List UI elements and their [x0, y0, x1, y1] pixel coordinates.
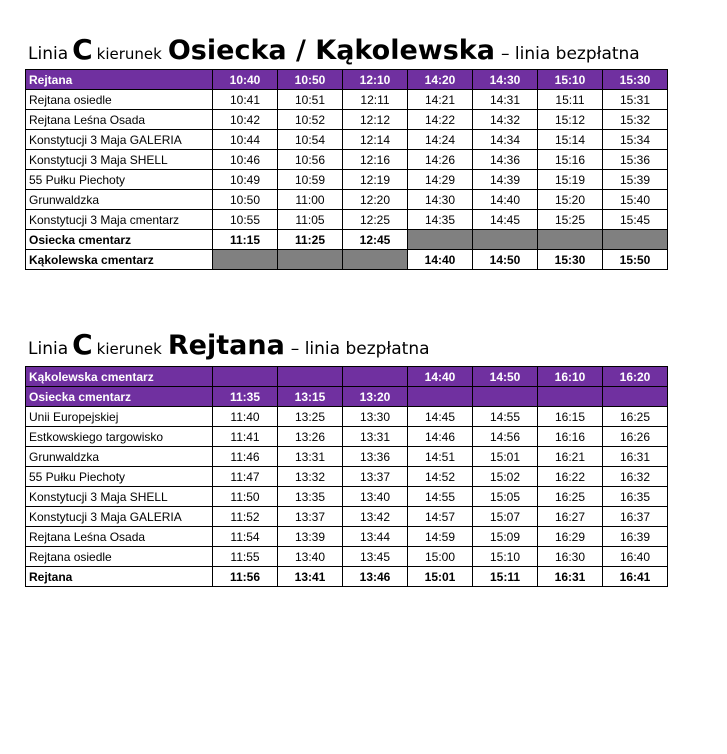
departure-time-cell: 13:42 [343, 507, 408, 527]
destination-name: Osiecka / Kąkolewska [167, 35, 495, 66]
departure-time-cell: 15:02 [473, 467, 538, 487]
departure-time-cell: 14:40 [408, 250, 473, 270]
stop-name-cell: Rejtana [26, 70, 213, 90]
no-service-cell [538, 387, 603, 407]
stop-name-cell: Konstytucji 3 Maja SHELL [26, 487, 213, 507]
departure-time-cell: 14:40 [473, 190, 538, 210]
table-row [26, 447, 668, 467]
free-line-note: – linia bezpłatna [500, 44, 640, 64]
departure-time-cell: 13:30 [343, 407, 408, 427]
table-row [26, 110, 668, 130]
no-service-cell [343, 250, 408, 270]
line-letter: C [72, 328, 93, 361]
departure-time-cell: 13:39 [278, 527, 343, 547]
stop-name-cell: Osiecka cmentarz [26, 230, 213, 250]
departure-time-cell: 15:16 [538, 150, 603, 170]
departure-time-cell: 13:35 [278, 487, 343, 507]
departure-time-cell: 14:40 [408, 367, 473, 387]
departure-time-cell: 14:31 [473, 90, 538, 110]
table-row [26, 170, 668, 190]
no-service-cell [408, 387, 473, 407]
departure-time-cell: 14:55 [408, 487, 473, 507]
departure-time-cell: 14:57 [408, 507, 473, 527]
departure-time-cell: 14:36 [473, 150, 538, 170]
no-service-cell [343, 367, 408, 387]
departure-time-cell: 13:26 [278, 427, 343, 447]
departure-time-cell: 14:55 [473, 407, 538, 427]
no-service-cell [603, 387, 668, 407]
departure-time-cell: 13:37 [278, 507, 343, 527]
departure-time-cell: 14:45 [408, 407, 473, 427]
stop-name-cell: Konstytucji 3 Maja cmentarz [26, 210, 213, 230]
departure-time-cell: 13:31 [343, 427, 408, 447]
departure-time-cell: 11:55 [213, 547, 278, 567]
title-direction-word: kierunek [96, 45, 162, 63]
departure-time-cell: 16:16 [538, 427, 603, 447]
stop-name-cell: Grunwaldzka [26, 447, 213, 467]
departure-time-cell: 14:30 [408, 190, 473, 210]
departure-time-cell: 16:31 [603, 447, 668, 467]
departure-time-cell: 15:10 [538, 70, 603, 90]
stop-name-cell: 55 Pułku Piechoty [26, 170, 213, 190]
departure-time-cell: 16:37 [603, 507, 668, 527]
departure-time-cell: 14:35 [408, 210, 473, 230]
departure-time-cell: 13:41 [278, 567, 343, 587]
departure-time-cell: 15:25 [538, 210, 603, 230]
departure-time-cell: 13:25 [278, 407, 343, 427]
departure-time-cell: 14:20 [408, 70, 473, 90]
departure-time-cell: 14:51 [408, 447, 473, 467]
no-service-cell [213, 250, 278, 270]
departure-time-cell: 11:52 [213, 507, 278, 527]
table-row [26, 467, 668, 487]
departure-time-cell: 16:10 [538, 367, 603, 387]
departure-time-cell: 16:41 [603, 567, 668, 587]
departure-time-cell: 11:47 [213, 467, 278, 487]
departure-time-cell: 16:29 [538, 527, 603, 547]
table-row [26, 190, 668, 210]
departure-time-cell: 16:39 [603, 527, 668, 547]
departure-time-cell: 15:30 [603, 70, 668, 90]
departure-time-cell: 11:35 [213, 387, 278, 407]
departure-time-cell: 15:31 [603, 90, 668, 110]
table-row [26, 387, 668, 407]
departure-time-cell: 11:15 [213, 230, 278, 250]
stop-name-cell: Rejtana Leśna Osada [26, 110, 213, 130]
departure-time-cell: 15:09 [473, 527, 538, 547]
stop-name-cell: Konstytucji 3 Maja GALERIA [26, 507, 213, 527]
departure-time-cell: 14:22 [408, 110, 473, 130]
stop-name-cell: Konstytucji 3 Maja GALERIA [26, 130, 213, 150]
no-service-cell [278, 367, 343, 387]
stop-name-cell: Rejtana Leśna Osada [26, 527, 213, 547]
departure-time-cell: 15:32 [603, 110, 668, 130]
departure-time-cell: 16:31 [538, 567, 603, 587]
no-service-cell [538, 230, 603, 250]
stop-name-cell: Estkowskiego targowisko [26, 427, 213, 447]
departure-time-cell: 14:30 [473, 70, 538, 90]
departure-time-cell: 13:31 [278, 447, 343, 467]
table-row [26, 150, 668, 170]
table-row [26, 547, 668, 567]
departure-time-cell: 12:11 [343, 90, 408, 110]
no-service-cell [473, 387, 538, 407]
departure-time-cell: 11:00 [278, 190, 343, 210]
stop-name-cell: Kąkolewska cmentarz [26, 367, 213, 387]
departure-time-cell: 14:34 [473, 130, 538, 150]
departure-time-cell: 15:05 [473, 487, 538, 507]
departure-time-cell: 14:39 [473, 170, 538, 190]
departure-time-cell: 11:46 [213, 447, 278, 467]
departure-time-cell: 16:27 [538, 507, 603, 527]
departure-time-cell: 12:12 [343, 110, 408, 130]
departure-time-cell: 15:39 [603, 170, 668, 190]
table-row [26, 130, 668, 150]
departure-time-cell: 16:21 [538, 447, 603, 467]
departure-time-cell: 13:37 [343, 467, 408, 487]
departure-time-cell: 16:32 [603, 467, 668, 487]
departure-time-cell: 11:41 [213, 427, 278, 447]
stop-name-cell: Unii Europejskiej [26, 407, 213, 427]
departure-time-cell: 11:54 [213, 527, 278, 547]
departure-time-cell: 16:15 [538, 407, 603, 427]
departure-time-cell: 13:40 [278, 547, 343, 567]
destination-name: Rejtana [167, 330, 285, 361]
departure-time-cell: 13:32 [278, 467, 343, 487]
departure-time-cell: 10:40 [213, 70, 278, 90]
departure-time-cell: 14:45 [473, 210, 538, 230]
departure-time-cell: 10:49 [213, 170, 278, 190]
departure-time-cell: 11:25 [278, 230, 343, 250]
no-service-cell [213, 367, 278, 387]
title-prefix: Linia [28, 339, 69, 359]
no-service-cell [473, 230, 538, 250]
stop-name-cell: Osiecka cmentarz [26, 387, 213, 407]
departure-time-cell: 14:32 [473, 110, 538, 130]
stop-name-cell: 55 Pułku Piechoty [26, 467, 213, 487]
departure-time-cell: 15:11 [473, 567, 538, 587]
departure-time-cell: 15:01 [408, 567, 473, 587]
departure-time-cell: 16:20 [603, 367, 668, 387]
departure-time-cell: 15:30 [538, 250, 603, 270]
table-row [26, 210, 668, 230]
timetable-2-title [28, 328, 430, 361]
table-row [26, 250, 668, 270]
departure-time-cell: 16:22 [538, 467, 603, 487]
departure-time-cell: 15:40 [603, 190, 668, 210]
departure-time-cell: 13:20 [343, 387, 408, 407]
stop-name-cell: Rejtana [26, 567, 213, 587]
departure-time-cell: 12:45 [343, 230, 408, 250]
departure-time-cell: 12:16 [343, 150, 408, 170]
no-service-cell [278, 250, 343, 270]
departure-time-cell: 13:46 [343, 567, 408, 587]
departure-time-cell: 14:52 [408, 467, 473, 487]
departure-time-cell: 12:25 [343, 210, 408, 230]
departure-time-cell: 10:51 [278, 90, 343, 110]
departure-time-cell: 15:10 [473, 547, 538, 567]
stop-name-cell: Kąkolewska cmentarz [26, 250, 213, 270]
departure-time-cell: 10:41 [213, 90, 278, 110]
departure-time-cell: 13:40 [343, 487, 408, 507]
departure-time-cell: 14:46 [408, 427, 473, 447]
table-row [26, 407, 668, 427]
departure-time-cell: 10:50 [278, 70, 343, 90]
departure-time-cell: 10:46 [213, 150, 278, 170]
table-row [26, 567, 668, 587]
departure-time-cell: 16:30 [538, 547, 603, 567]
departure-time-cell: 12:10 [343, 70, 408, 90]
departure-time-cell: 11:50 [213, 487, 278, 507]
departure-time-cell: 16:26 [603, 427, 668, 447]
timetable-1 [25, 69, 668, 270]
stop-name-cell: Grunwaldzka [26, 190, 213, 210]
departure-time-cell: 13:15 [278, 387, 343, 407]
line-letter: C [72, 33, 93, 66]
table-row [26, 427, 668, 447]
departure-time-cell: 14:50 [473, 250, 538, 270]
departure-time-cell: 12:14 [343, 130, 408, 150]
departure-time-cell: 13:36 [343, 447, 408, 467]
departure-time-cell: 15:12 [538, 110, 603, 130]
departure-time-cell: 13:44 [343, 527, 408, 547]
timetable-1-title [28, 33, 640, 66]
departure-time-cell: 15:11 [538, 90, 603, 110]
departure-time-cell: 10:56 [278, 150, 343, 170]
departure-time-cell: 10:44 [213, 130, 278, 150]
departure-time-cell: 10:55 [213, 210, 278, 230]
departure-time-cell: 15:00 [408, 547, 473, 567]
departure-time-cell: 14:26 [408, 150, 473, 170]
timetable-2 [25, 366, 668, 587]
departure-time-cell: 16:35 [603, 487, 668, 507]
table-row [26, 70, 668, 90]
departure-time-cell: 10:42 [213, 110, 278, 130]
departure-time-cell: 15:50 [603, 250, 668, 270]
departure-time-cell: 15:01 [473, 447, 538, 467]
table-row [26, 367, 668, 387]
departure-time-cell: 16:25 [538, 487, 603, 507]
departure-time-cell: 11:40 [213, 407, 278, 427]
departure-time-cell: 15:19 [538, 170, 603, 190]
departure-time-cell: 12:20 [343, 190, 408, 210]
table-row [26, 230, 668, 250]
departure-time-cell: 15:20 [538, 190, 603, 210]
departure-time-cell: 14:21 [408, 90, 473, 110]
departure-time-cell: 12:19 [343, 170, 408, 190]
stop-name-cell: Rejtana osiedle [26, 547, 213, 567]
departure-time-cell: 10:50 [213, 190, 278, 210]
departure-time-cell: 14:56 [473, 427, 538, 447]
stop-name-cell: Rejtana osiedle [26, 90, 213, 110]
stop-name-cell: Konstytucji 3 Maja SHELL [26, 150, 213, 170]
departure-time-cell: 14:59 [408, 527, 473, 547]
departure-time-cell: 11:56 [213, 567, 278, 587]
departure-time-cell: 15:36 [603, 150, 668, 170]
departure-time-cell: 16:25 [603, 407, 668, 427]
departure-time-cell: 10:52 [278, 110, 343, 130]
no-service-cell [603, 230, 668, 250]
title-direction-word: kierunek [96, 340, 162, 358]
departure-time-cell: 15:34 [603, 130, 668, 150]
departure-time-cell: 15:45 [603, 210, 668, 230]
departure-time-cell: 13:45 [343, 547, 408, 567]
table-row [26, 527, 668, 547]
free-line-note: – linia bezpłatna [290, 339, 430, 359]
departure-time-cell: 14:24 [408, 130, 473, 150]
departure-time-cell: 15:07 [473, 507, 538, 527]
departure-time-cell: 10:59 [278, 170, 343, 190]
table-row [26, 507, 668, 527]
departure-time-cell: 14:50 [473, 367, 538, 387]
table-row [26, 90, 668, 110]
departure-time-cell: 14:29 [408, 170, 473, 190]
departure-time-cell: 15:14 [538, 130, 603, 150]
no-service-cell [408, 230, 473, 250]
table-row [26, 487, 668, 507]
departure-time-cell: 11:05 [278, 210, 343, 230]
departure-time-cell: 16:40 [603, 547, 668, 567]
departure-time-cell: 10:54 [278, 130, 343, 150]
title-prefix: Linia [28, 44, 69, 64]
